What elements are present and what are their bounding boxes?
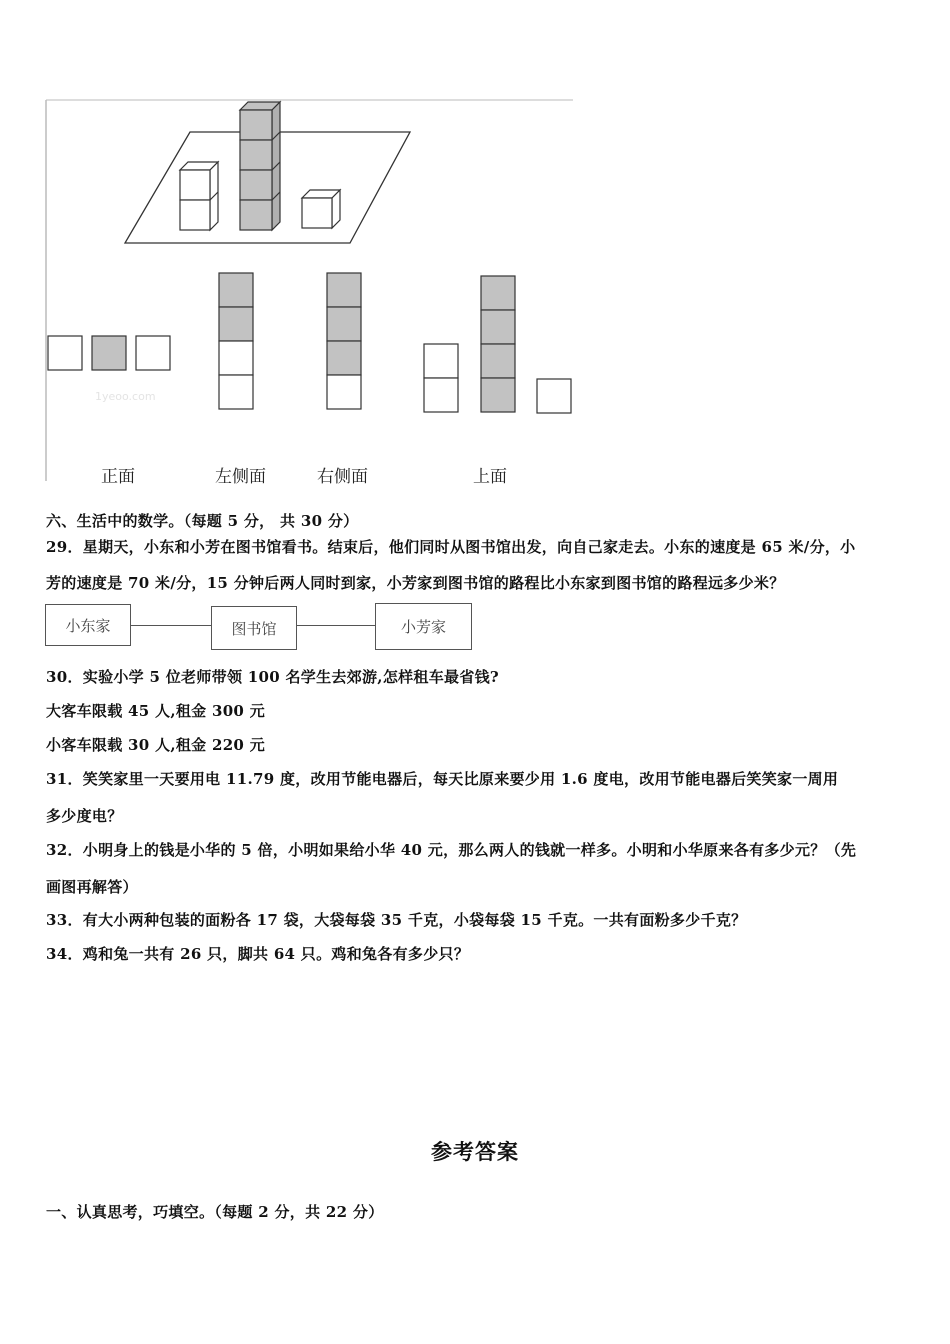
q30-line3: 小客车限载 30 人,租金 220 元 <box>46 736 265 754</box>
xiaodong-home-box: 小东家 <box>45 604 131 646</box>
watermark-text: 1yeoo.com <box>95 390 156 403</box>
front-view-squares <box>48 336 170 370</box>
route-segment-right <box>297 625 375 626</box>
tall-cube-stack <box>240 102 280 230</box>
q30-line2: 大客车限载 45 人,租金 300 元 <box>46 702 265 720</box>
q32-line1: 32．小明身上的钱是小华的 5 倍，小明如果给小华 40 元，那么两人的钱就一样多。小明和小华原来各有多少元？（先 <box>46 841 857 859</box>
q29-line1: 29．星期天，小东和小芳在图书馆看书。结束后，他们同时从图书馆出发，向自己家走去。小东的速度是 65 米/分，小 <box>46 538 856 556</box>
route-segment-left <box>131 625 211 626</box>
top-view-squares <box>424 276 571 413</box>
front-view-label: 正面 <box>101 467 135 487</box>
q30-line1: 30．实验小学 5 位老师带领 100 名学生去郊游,怎样租车最省钱? <box>46 668 500 686</box>
left-cube-stack <box>180 162 218 230</box>
answer-section1-heading: 一、认真思考，巧填空。（每题 2 分，共 22 分） <box>46 1203 384 1221</box>
q31-line2: 多少度电？ <box>46 807 123 825</box>
left-view-label: 左侧面 <box>215 467 266 487</box>
answer-title: 参考答案 <box>431 1139 519 1164</box>
left-side-view-squares <box>219 273 253 409</box>
xiaofang-home-box: 小芳家 <box>375 603 472 650</box>
library-box: 图书馆 <box>211 606 297 650</box>
single-cube <box>302 190 340 228</box>
q29-route-diagram <box>45 602 475 650</box>
right-view-label: 右侧面 <box>317 467 368 487</box>
section6-heading: 六、生活中的数学。（每题 5 分， 共 30 分） <box>46 512 359 530</box>
q31-line1: 31．笑笑家里一天要用电 11.79 度，改用节能电器后，每天比原来要少用 1.6 度电，改用节能电器后笑笑家一周用 <box>46 770 839 788</box>
cube-views-svg <box>45 98 575 483</box>
top-view-label: 上面 <box>473 467 507 487</box>
cube-views-figure <box>45 98 575 487</box>
q32-line2: 画图再解答） <box>46 878 138 896</box>
q34-text: 34．鸡和兔一共有 26 只，脚共 64 只。鸡和兔各有多少只？ <box>46 945 470 963</box>
q33-text: 33．有大小两种包装的面粉各 17 袋，大袋每袋 35 千克，小袋每袋 15 千克。一共有面粉多少千克？ <box>46 911 747 929</box>
q29-line2: 芳的速度是 70 米/分，15 分钟后两人同时到家，小芳家到图书馆的路程比小东家到图书馆的路程远多少米？ <box>46 574 785 592</box>
right-side-view-squares <box>327 273 361 409</box>
